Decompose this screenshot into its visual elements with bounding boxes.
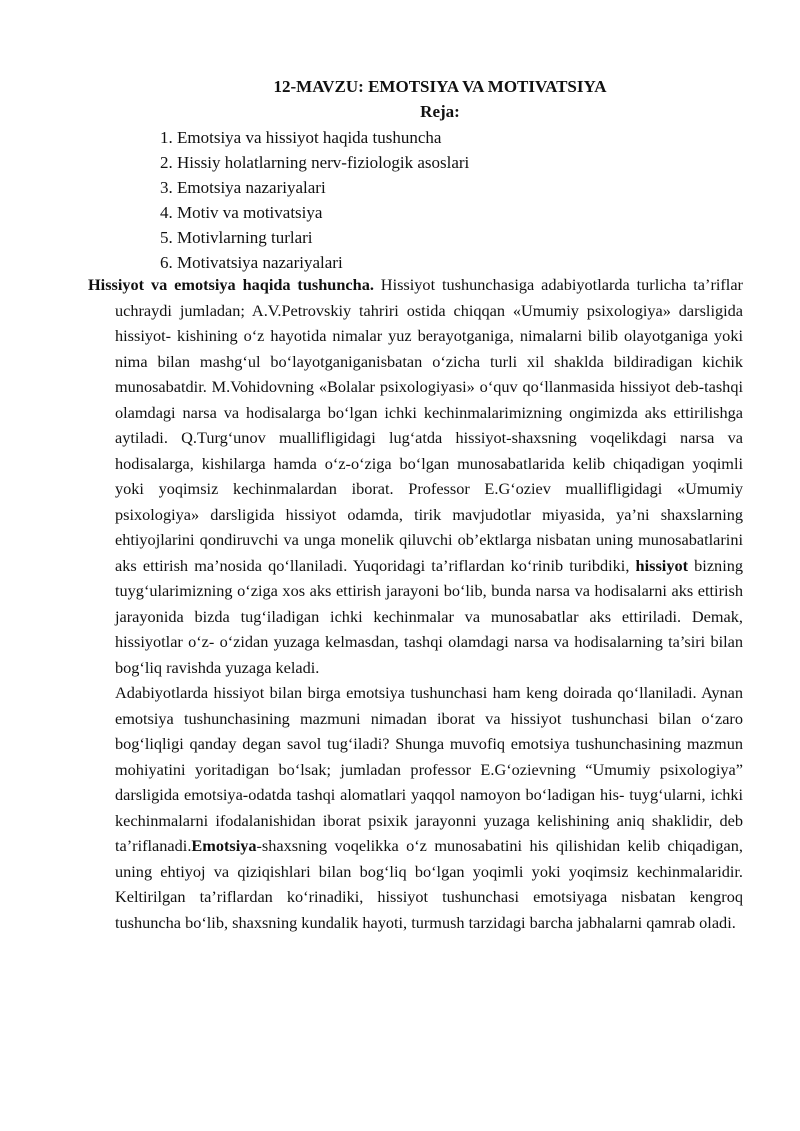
plan-heading: Reja:: [420, 102, 460, 121]
plan-item: 3. Emotsiya nazariyalari: [160, 178, 326, 197]
paragraph-emotsiya: [88, 680, 743, 935]
paragraph-text: Hissiyot tushunchasiga adabiyotlarda turlicha ta’riflar uchraydi jumladan; A.V.Petrovskiy tahriri ostida chiqqan «Umumiy psixologiya» darsligida hissiyot- kishining o‘z hayotida nimalar yuz berayotganiga, nimalarni bilib olayotganiga yoki nima bilan mashg‘ul bo‘layotganiganisbatan o‘zicha turli xil shaklda bildiradigan kichik munosabatdir. M.Vohidovning «Bolalar psixologiyasi» o‘quv qo‘llanmasida hissiyot deb-tashqi olamdagi narsa va hodisalarga bo‘lgan ichki kechinmalarimizning ongimizda aks ettirilishga aytiladi. Q.Turg‘unov muallifligidagi lug‘atda hissiyot-shaxsning voqelikdagi narsa va hodisalarga, kishilarga hamda o‘z-o‘ziga bo‘lgan munosabatlarida kelib chiqadigan yoqimli yoki yoqimsiz kechinmalardan iborat. Professor E.G‘oziev muallifligidagi «Umumiy psixologiya» darsligida hissiyot odamda, tirik mavjudotlar miyasida, ya’ni shaxslarning ehtiyojlarini qondiruvchi va unga monelik qiluvchi ob’ektlarga nisbatan uning munosabatlarini aks ettirish ma’nosida qo‘llaniladi. Yuqoridagi ta’riflardan ko‘rinib turibdiki,: [115, 275, 743, 575]
paragraph-text: bizning tuyg‘ularimizning o‘ziga xos aks ettirish jarayoni bo‘lib, bunda narsa va hodisalarni aks ettirish jarayonida bizda tug‘iladigan ichki kechinmalar va munosabatlar aks ettiriladi. Demak, hissiyotlar o‘z- o‘zidan yuzaga kelmasdan, tashqi olamdagi narsa va hodisalarning ta’siri bilan bog‘liq ravishda yuzaga keladi.: [115, 555, 744, 677]
section-lead: Hissiyot va emotsiya haqida tushuncha.: [88, 275, 374, 294]
plan-item: 6. Motivatsiya nazariyalari: [160, 253, 343, 272]
plan-item: 2. Hissiy holatlarning nerv-fiziologik asoslari: [160, 153, 470, 172]
paragraph-hissiyot: [88, 272, 743, 680]
term-hissiyot: hissiyot: [635, 555, 689, 575]
paragraph-text: Adabiyotlarda hissiyot bilan birga emotsiya tushunchasi ham keng doirada qo‘llaniladi. Aynan emotsiya tushunchasining mazmuni nimadan iborat va hissiyot tushunchasi bilan o‘zaro bog‘liqligi qanday degan savol tug‘iladi? Shunga muvofiq emotsiya tushunchasining mazmun mohiyatini yoritadigan bo‘lsak; jumladan professor E.G‘ozievning “Umumiy psixologiya” darsligida emotsiya-odatda tashqi alomatlari yaqqol namoyon bo‘ladigan his- tuyg‘ularni, ichki kechinmalarni ifodalanishidan iborat psixik jarayonni yuzaga kelishining aniq shaklidir, deb ta’riflanadi.: [115, 683, 743, 855]
paragraph-text: -shaxsning voqelikka o‘z munosabatini his qilishidan kelib chiqadigan, uning ehtiyoj va qiziqishlari bilan bog‘liq bo‘lgan yoqimli yoki yoqimsiz kechinmalaridir. Keltirilgan ta’riflardan ko‘rinadiki, hissiyot tushunchasi emotsiyaga nisbatan kengroq tushuncha bo‘lib, shaxsning kundalik hayoti, turmush tarzidagi barcha jabhalarni qamrab oladi.: [115, 836, 743, 932]
page-title: 12-MAVZU: EMOTSIYA VA MOTIVATSIYA: [273, 77, 607, 96]
document-body: [88, 272, 743, 935]
plan-item: 4. Motiv va motivatsiya: [160, 203, 323, 222]
plan-item: 1. Emotsiya va hissiyot haqida tushuncha: [160, 128, 442, 147]
term-emotsiya: Emotsiya: [191, 836, 257, 855]
plan-item: 5. Motivlarning turlari: [160, 228, 313, 247]
plan-list: [160, 125, 469, 275]
